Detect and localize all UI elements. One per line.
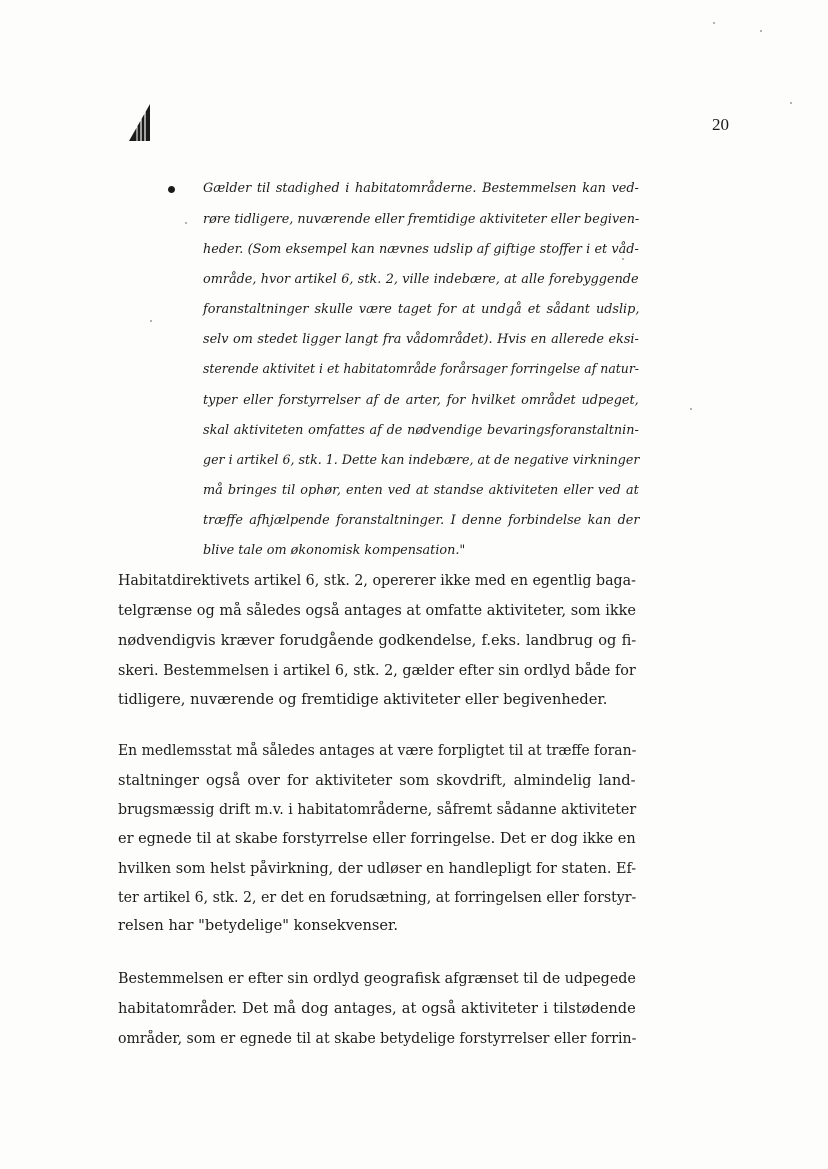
publisher-logo (127, 102, 153, 142)
paragraph-line: En medlemsstat må således antages at være forpligtet til at træffe foran- (118, 742, 637, 759)
quote-line: må bringes til ophør, enten ved at standse aktiviteten eller ved at (203, 483, 639, 498)
scan-speck (790, 102, 792, 104)
scan-speck (713, 22, 715, 24)
paragraph-line: ter artikel 6, stk. 2, er det en forudsætning, at forringelsen eller forstyr- (118, 889, 637, 906)
quote-line: selv om stedet ligger langt fra vådområdet). Hvis en allerede eksi- (203, 332, 639, 347)
page-number: 20 (712, 115, 729, 134)
scan-speck (760, 30, 762, 32)
paragraph-line: habitatområder. Det må dog antages, at også aktiviteter i tilstødende (118, 1000, 636, 1017)
quote-line: skal aktiviteten omfattes af de nødvendige bevaringsforanstaltnin- (203, 423, 639, 438)
quote-line: ger i artikel 6, stk. 1. Dette kan indebære, at de negative virkninger (203, 453, 640, 468)
paragraph-line: brugsmæssig drift m.v. i habitatområderne, såfremt sådanne aktiviteter (118, 801, 637, 818)
quote-line: område, hvor artikel 6, stk. 2, ville indebære, at alle forebyggende (203, 272, 639, 287)
paragraph-line: er egnede til at skabe forstyrrelse eller forringelse. Det er dog ikke en (118, 830, 636, 847)
quote-line: røre tidligere, nuværende eller fremtidige aktiviteter eller begiven- (203, 212, 640, 227)
scan-speck (150, 320, 152, 322)
quote-line: heder. (Som eksempel kan nævnes udslip af giftige stoffer i et våd- (203, 242, 639, 257)
paragraph-line: tidligere, nuværende og fremtidige aktiviteter eller begivenheder. (118, 691, 608, 708)
paragraph-line: nødvendigvis kræver forudgående godkendelse, f.eks. landbrug og fi- (118, 632, 637, 649)
paragraph-line: staltninger også over for aktiviteter som skovdrift, almindelig land- (118, 772, 636, 789)
scan-speck (622, 258, 624, 260)
quote-line: blive tale om økonomisk kompensation." (203, 543, 466, 558)
scan-speck (690, 408, 692, 410)
quote-line: træffe afhjælpende foranstaltninger. I denne forbindelse kan der (203, 513, 640, 528)
paragraph-line: Habitatdirektivets artikel 6, stk. 2, opererer ikke med en egentlig baga- (118, 572, 636, 589)
bullet-point (168, 186, 175, 193)
paragraph-line: hvilken som helst påvirkning, der udløser en handlepligt for staten. Ef- (118, 860, 637, 877)
paragraph-line: skeri. Bestemmelsen i artikel 6, stk. 2, gælder efter sin ordlyd både for (118, 662, 636, 679)
quote-line: Gælder til stadighed i habitatområderne. Bestemmelsen kan ved- (203, 181, 639, 196)
paragraph-line: relsen har "betydelige" konsekvenser. (118, 917, 399, 934)
quote-line: sterende aktivitet i et habitatområde forårsager forringelse af natur- (203, 362, 640, 377)
quote-line: foranstaltninger skulle være taget for at undgå et sådant udslip, (203, 302, 640, 317)
scan-speck (185, 222, 187, 224)
quote-line: typer eller forstyrrelser af de arter, for hvilket området udpeget, (203, 393, 639, 408)
paragraph-line: områder, som er egnede til at skabe betydelige forstyrrelser eller forrin- (118, 1030, 637, 1047)
paragraph-line: telgrænse og må således også antages at omfatte aktiviteter, som ikke (118, 602, 636, 619)
paragraph-line: Bestemmelsen er efter sin ordlyd geografisk afgrænset til de udpegede (118, 970, 636, 987)
